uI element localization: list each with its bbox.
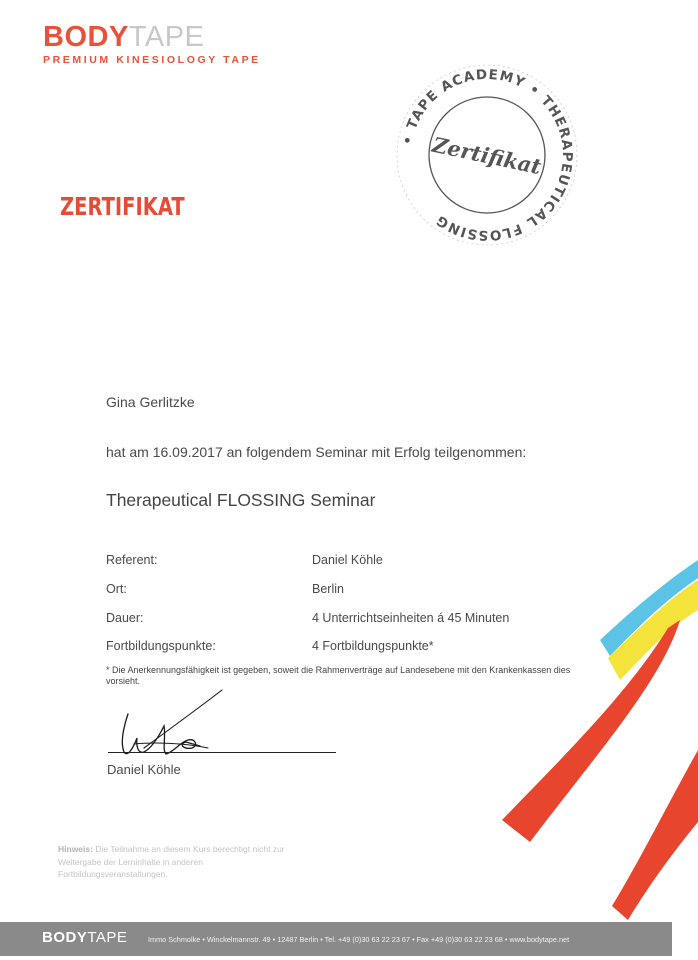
footer-logo-bold: BODY [42,929,88,946]
tape-swoosh-decoration [450,560,698,925]
certificate-title: ZERTIFIKAT [60,192,185,221]
detail-label-punkte: Fortbildungspunkte: [106,639,216,653]
stamp-ring-text: • TAPE ACADEMY • THERAPEUTICAL FLOSSING [399,66,576,244]
recognition-footnote: * Die Anerkennungsfähigkeit ist gegeben, soweit die Rahmenverträge auf Landesebene mit den Krankenkassen dies vorsieht. [106,665,571,686]
hinweis-note [58,843,288,881]
detail-label-referent: Referent: [106,553,158,567]
stamp-center-text: Zertifikat [430,131,544,180]
brand-name-bold: BODY [43,21,129,53]
participation-statement: hat am 16.09.2017 an folgendem Seminar mit Erfolg teilgenommen: [106,444,527,460]
detail-label-dauer: Dauer: [106,611,144,625]
detail-value-referent: Daniel Köhle [312,553,383,567]
detail-value-dauer: 4 Unterrichtseinheiten á 45 Minuten [312,611,510,625]
brand-name-light: TAPE [128,21,205,53]
tape-academy-stamp [392,60,582,250]
brand-tagline: PREMIUM KINESIOLOGY TAPE [43,54,261,66]
hinweis-label: Hinweis: [58,844,93,854]
brand-wordmark [43,22,261,52]
detail-label-ort: Ort: [106,582,127,596]
footer-logo [42,929,127,946]
red-swoosh-lower [612,750,698,920]
footer-logo-light: TAPE [87,929,128,946]
brand-logo [43,22,261,66]
detail-value-punkte: 4 Fortbildungspunkte* [312,639,434,653]
signature-line [108,752,336,753]
footer-contact-info: Immo Schmolke • Winckelmannstr. 49 • 12487 Berlin • Tel. +49 (0)30 63 22 23 67 • Fax +49 (0)30 63 22 23 68 • www.bodytape.net [148,935,570,944]
red-swoosh-upper [502,620,680,842]
seminar-title: Therapeutical FLOSSING Seminar [106,490,376,510]
detail-value-ort: Berlin [312,582,344,596]
signer-name: Daniel Köhle [107,762,181,777]
hinweis-text: Die Teilnahme an diesem Kurs berechtigt nicht zur Weitergabe der Lerninhalte in anderen Fortbildungsveranstaltungen. [58,844,285,879]
participant-name: Gina Gerlitzke [106,394,195,410]
